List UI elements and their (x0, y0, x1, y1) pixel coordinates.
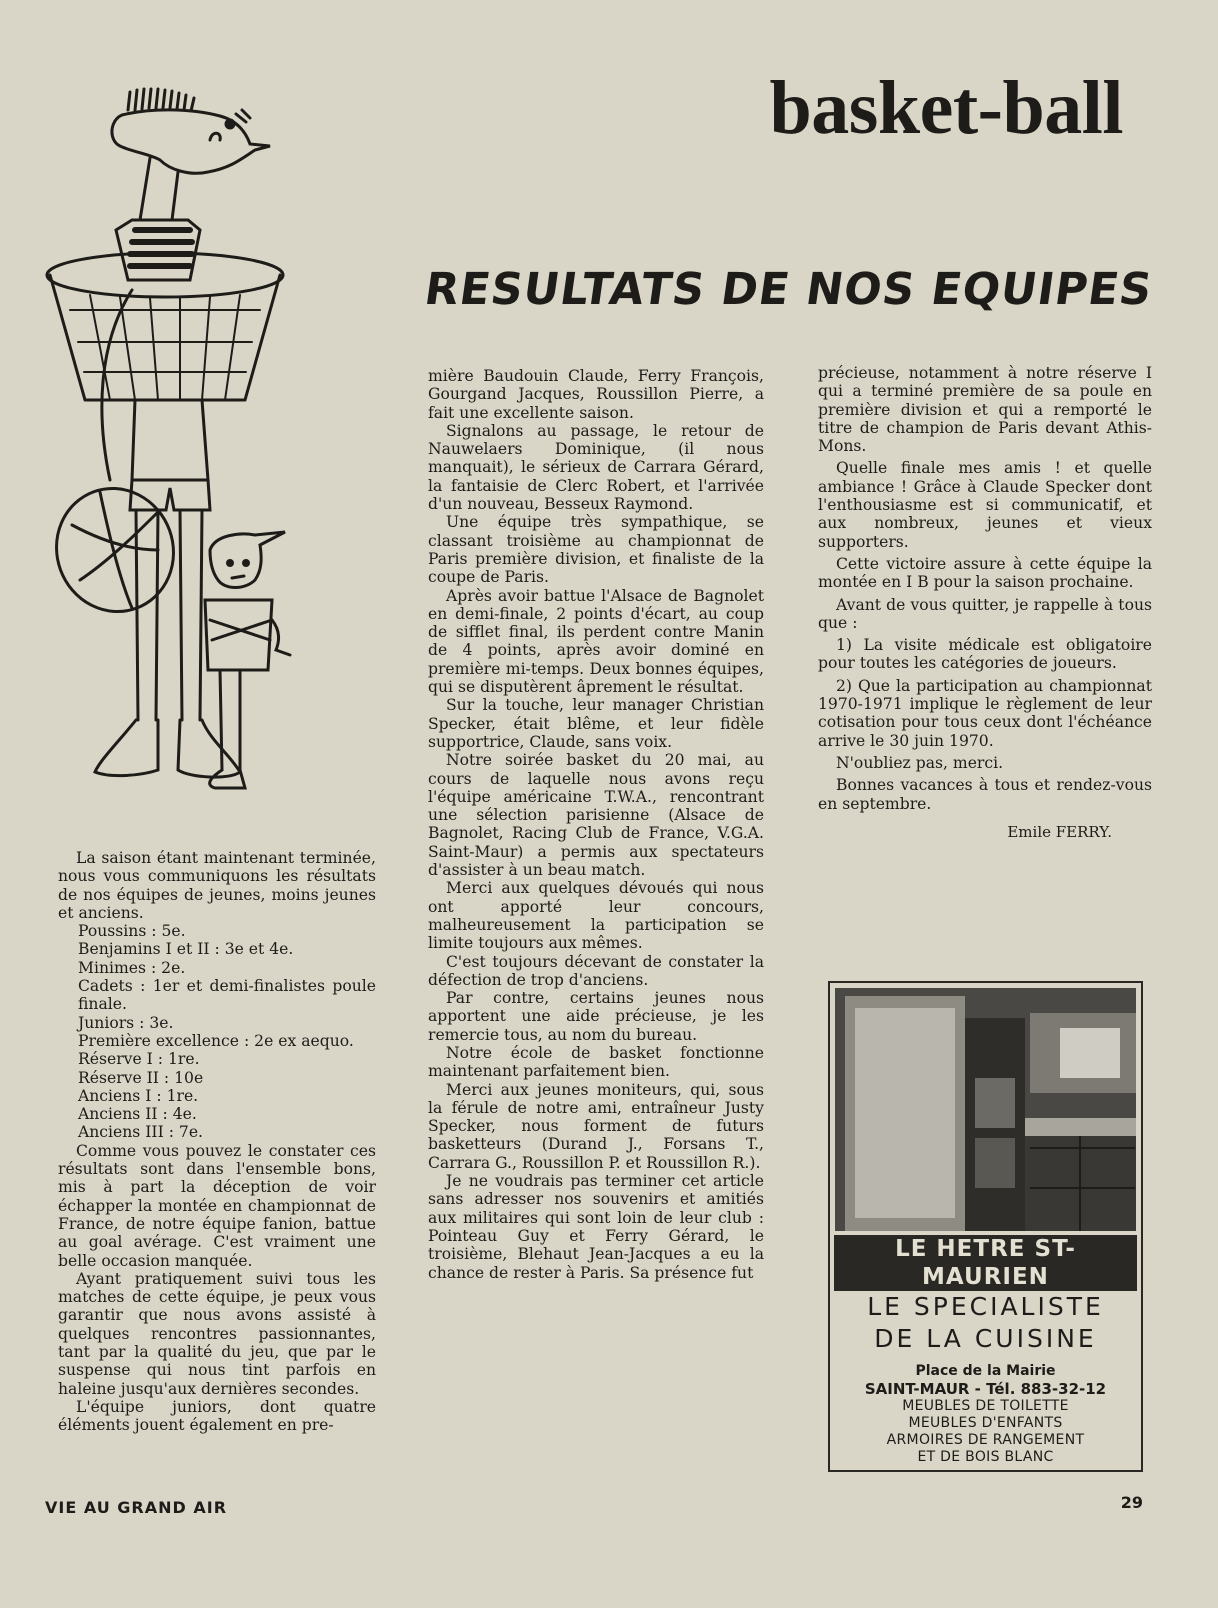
result-line: Anciens I : 1re. (78, 1086, 199, 1105)
result-line: Anciens II : 4e. (78, 1105, 197, 1124)
article-column-1 (58, 849, 376, 1435)
paragraph: mière Baudouin Claude, Ferry François, Gourgand Jacques, Roussillon Pierre, a fait une excellente saison. (428, 367, 764, 422)
paragraph: Sur la touche, leur manager Christian Specker, était blême, et leur fidèle supportrice, Claude, sans voix. (428, 696, 764, 751)
paragraph: Notre école de basket fonctionne maintenant parfaitement bien. (428, 1043, 764, 1081)
advert-item: MEUBLES DE TOILETTE (902, 1398, 1069, 1414)
paragraph: précieuse, notamment à notre réserve I qui a terminé première de sa poule en première division et qui a remporté le titre de champion de Paris devant Athis-Mons. (818, 364, 1152, 456)
result-line: Réserve I : 1re. (78, 1050, 200, 1069)
kitchen-advertisement (828, 981, 1143, 1472)
result-line: Anciens III : 7e. (78, 1123, 204, 1142)
result-line: Benjamins I et II : 3e et 4e. (78, 940, 294, 959)
article-headline: RESULTATS DE NOS EQUIPES (421, 264, 1156, 315)
basketball-cartoon-illustration (40, 80, 330, 800)
paragraph: Avant de vous quitter, je rappelle à tous que : (818, 595, 1152, 632)
magazine-name: VIE AU GRAND AIR (45, 1498, 228, 1517)
result-line: Juniors : 3e. (78, 1013, 174, 1032)
paragraph: 2) Que la participation au championnat 1970-1971 implique le règlement de leur cotisation pour tous ceux dont l'échéance arrive le 30 juin 1970. (818, 676, 1152, 750)
article-column-3 (818, 364, 1152, 841)
advert-tagline-2: DE LA CUISINE (874, 1324, 1097, 1353)
advert-item: ET DE BOIS BLANC (917, 1449, 1054, 1465)
result-line: Réserve II : 10e (78, 1068, 204, 1087)
paragraph: Comme vous pouvez le constater ces résultats sont dans l'ensemble bons, mis à part la déception de voir échapper la montée en championnat de France, de notre équipe fanion, battue au goal avérage. C'est vraiment une belle occasion manquée. (58, 1141, 376, 1270)
result-line: Cadets : 1er et demi-finalistes poule finale. (78, 977, 376, 1014)
paragraph: Je ne voudrais pas terminer cet article sans adresser nos souvenirs et amitiés aux militaires qui sont loin de leur club : Pointeau Guy et Ferry Gérard, le troisième, Blehaut Jean-Jacques a eu la chance de rester à Paris. Sa présence fut (428, 1172, 764, 1282)
result-line: Première excellence : 2e ex aequo. (78, 1031, 354, 1050)
result-line: Minimes : 2e. (78, 958, 186, 977)
paragraph: Une équipe très sympathique, se classant troisième au championnat de Paris première division, et finaliste de la coupe de Paris. (428, 513, 764, 587)
advert-shop-name: LE HETRE ST-MAURIEN (834, 1235, 1137, 1291)
paragraph: Par contre, certains jeunes nous apportent une aide précieuse, je les remercie tous, au nom du bureau. (428, 989, 764, 1044)
paragraph: L'équipe juniors, dont quatre éléments jouent également en pre- (58, 1397, 376, 1435)
section-title: basket-ball (769, 66, 1123, 150)
advert-item: MEUBLES D'ENFANTS (908, 1415, 1063, 1431)
paragraph: Merci aux quelques dévoués qui nous ont apporté leur concours, malheureusement la participation se limite toujours aux mêmes. (428, 879, 764, 953)
paragraph: Notre soirée basket du 20 mai, au cours de laquelle nous avons reçu l'équipe américaine T.W.A., rencontrant une sélection parisienne (Alsace de Bagnolet, Racing Club de France, V.G.A. Saint-Maur) a permis aux spectateurs d'assister à un beau match. (428, 751, 764, 880)
paragraph: Cette victoire assure à cette équipe la montée en I B pour la saison prochaine. (818, 554, 1152, 592)
advert-city-phone: SAINT-MAUR - Tél. 883-32-12 (864, 1380, 1107, 1398)
paragraph: 1) La visite médicale est obligatoire pour toutes les catégories de joueurs. (818, 636, 1152, 673)
kitchen-photo (835, 988, 1136, 1231)
article-column-2 (428, 367, 764, 1282)
page-number: 29 (1120, 1493, 1143, 1512)
paragraph: Signalons au passage, le retour de Nauwelaers Dominique, (il nous manquait), le sérieux de Carrara Gérard, la fantaisie de Clerc Robert, et l'arrivée d'un nouveau, Besseux Raymond. (428, 421, 764, 514)
advert-tagline-1: LE SPECIALISTE (867, 1292, 1104, 1321)
paragraph: Ayant pratiquement suivi tous les matches de cette équipe, je peux vous garantir que nous avons assisté à quelques rencontres passionnantes, tant par la qualité du jeu, que par le suspense qui nous tint parfois en haleine jusqu'aux dernières secondes. (58, 1269, 376, 1398)
intro-paragraph: La saison étant maintenant terminée, nous vous communiquons les résultats de nos équipes de jeunes, moins jeunes et anciens. (58, 849, 376, 922)
paragraph: C'est toujours décevant de constater la défection de trop d'anciens. (428, 952, 764, 989)
paragraph: Après avoir battue l'Alsace de Bagnolet en demi-finale, 2 points d'écart, au coup de sifflet final, ils perdent contre Manin de 4 points, après avoir dominé en première mi-temps. Deux bonnes équipes, qui se disputèrent âprement le résultat. (428, 586, 764, 697)
paragraph: N'oubliez pas, merci. (836, 753, 1004, 772)
paragraph: Quelle finale mes amis ! et quelle ambiance ! Grâce à Claude Specker dont l'enthousiasme est si communicatif, et aux nombreux, jeunes et vieux supporters. (818, 459, 1152, 551)
signature: Emile FERRY. (1007, 822, 1112, 841)
advert-address: Place de la Mairie (915, 1363, 1056, 1379)
paragraph: Bonnes vacances à tous et rendez-vous en septembre. (818, 776, 1152, 813)
advert-item: ARMOIRES DE RANGEMENT (886, 1432, 1085, 1448)
result-line: Poussins : 5e. (78, 922, 186, 941)
paragraph: Merci aux jeunes moniteurs, qui, sous la férule de notre ami, entraîneur Justy Specker, nous forment de futurs basketteurs (Durand J., Forsans T., Carrara G., Roussillon P. et Roussillon R.). (428, 1080, 764, 1172)
